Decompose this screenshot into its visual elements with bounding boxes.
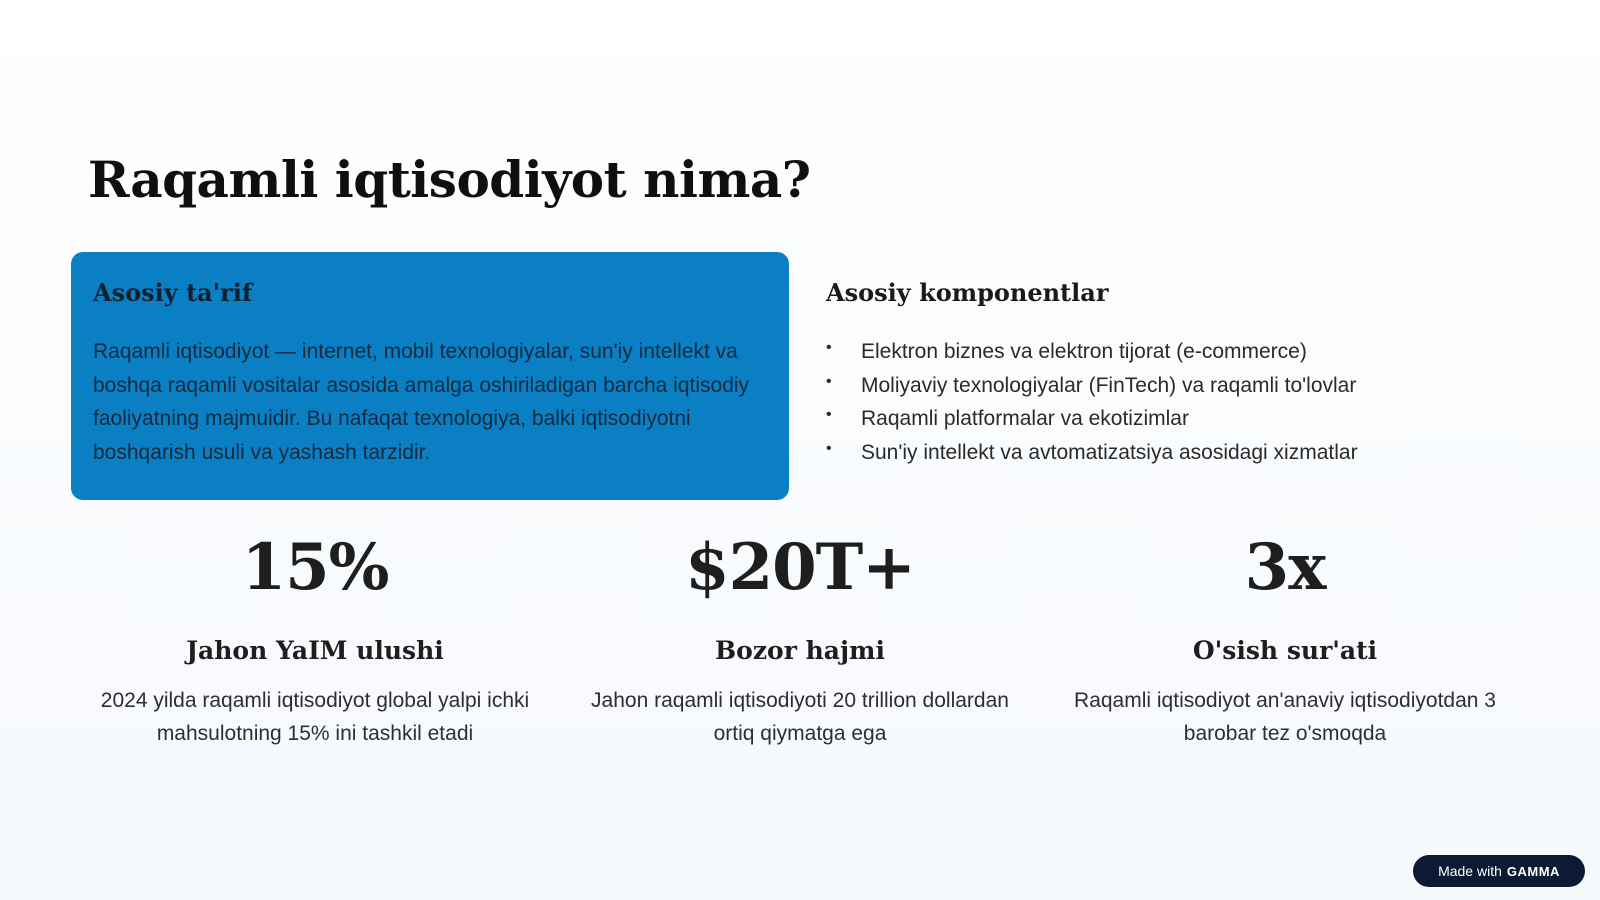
stat-label: O'sish sur'ati [1192,636,1378,665]
stat-gdp-share [80,528,550,750]
list-item-text: Sun'iy intellekt va avtomatizatsiya asosidagi xizmatlar [861,440,1358,464]
definition-heading: Asosiy ta'rif [93,278,253,307]
stat-description: Jahon raqamli iqtisodiyoti 20 trillion dollardan ortiq qiymatga ega [591,689,1009,745]
list-item [826,402,1546,436]
stat-value: 3x [1244,530,1326,605]
stat-label: Bozor hajmi [715,636,885,665]
list-item [826,369,1546,403]
stat-value: 15% [241,530,389,605]
components-list [826,335,1546,469]
badge-prefix: Made with [1438,863,1502,879]
list-item-text: Moliyaviy texnologiyalar (FinTech) va raqamli to'lovlar [861,373,1357,397]
list-item [826,335,1546,369]
made-with-gamma-badge[interactable] [1413,855,1585,887]
list-item-text: Raqamli platformalar va ekotizimlar [861,407,1189,430]
gamma-logo: GAMMA [1506,863,1560,879]
bullet-icon: • [826,439,832,457]
definition-card [71,252,789,500]
stat-value: $20T+ [685,530,915,605]
stat-description: 2024 yilda raqamli iqtisodiyot global yalpi ichki mahsulotning 15% ini tashkil etadi [100,689,530,745]
components-heading: Asosiy komponentlar [826,278,1109,307]
bullet-icon: • [826,406,832,423]
stat-description: Raqamli iqtisodiyot an'anaviy iqtisodiyotdan 3 barobar tez o'smoqda [1074,689,1496,745]
list-item [826,436,1546,470]
bullet-icon: • [826,372,832,390]
bullet-icon: • [826,339,832,356]
components-section [826,278,1546,469]
slide-title: Raqamli iqtisodiyot nima? [88,150,811,209]
definition-text: Raqamli iqtisodiyot — internet, mobil texnologiyalar, sun'iy intellekt va boshqa raqamli vositalar asosida amalga oshiriladigan barcha iqtisodiy faoliyatning majmuidir. Bu nafaqat texnologiya, balki iqtisodiyotni boshqarish usuli va yashash tarzidir. [93,340,750,464]
stat-label: Jahon YaIM ulushi [186,636,444,665]
stat-market-size [565,528,1035,750]
stat-growth-rate [1050,528,1520,750]
list-item-text: Elektron biznes va elektron tijorat (e-commerce) [861,340,1307,363]
